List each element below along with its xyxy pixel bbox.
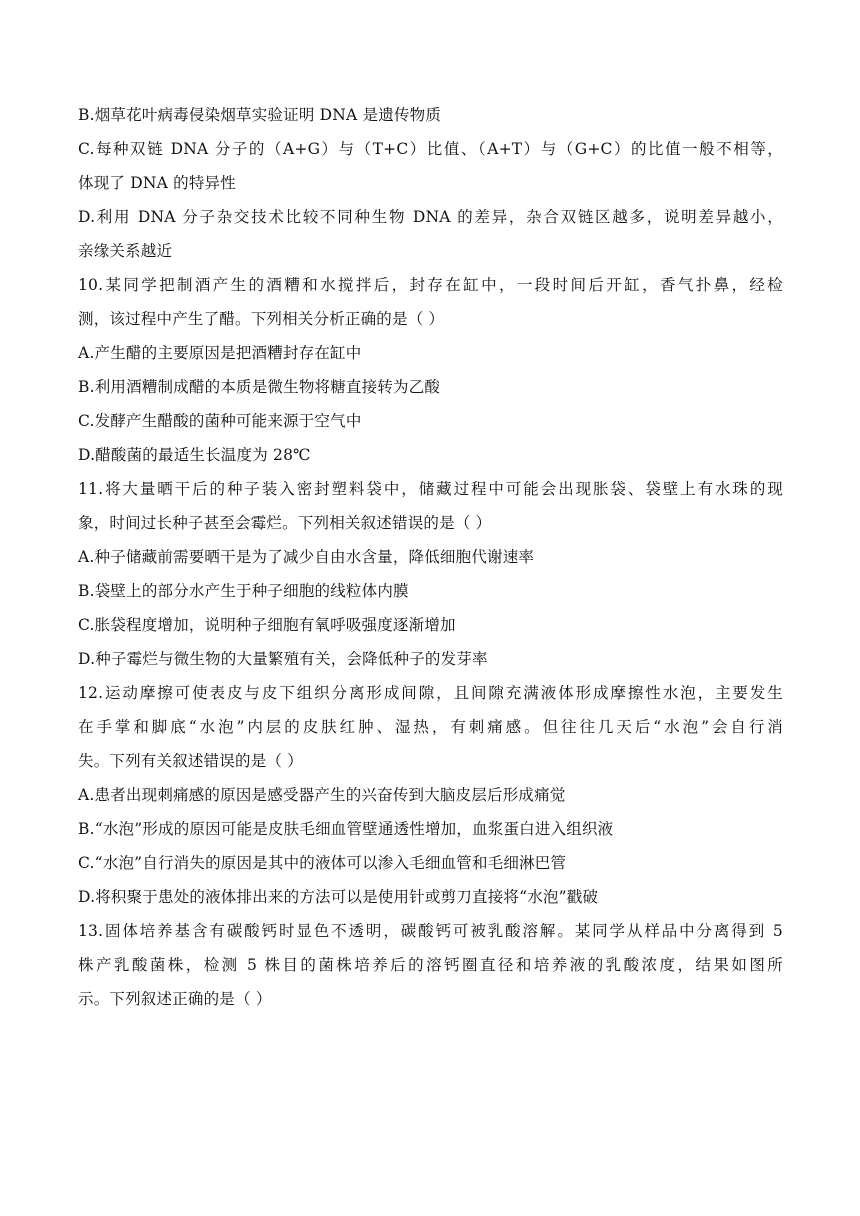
option-c-q10: C.发酵产生醋酸的菌种可能来源于空气中 bbox=[78, 412, 362, 430]
option-c-q11: C.胀袋程度增加，说明种子细胞有氧呼吸强度逐渐增加 bbox=[78, 616, 456, 634]
question-13-stem-line3: 示。下列叙述正确的是（ ） bbox=[78, 990, 272, 1008]
question-10-stem-line1: 10.某同学把制酒产生的酒糟和水搅拌后，封存在缸中，一段时间后开缸，香气扑鼻，经检 bbox=[78, 276, 783, 294]
option-b-q11: B.袋壁上的部分水产生于种子细胞的线粒体内膜 bbox=[78, 582, 409, 600]
option-a-q10: A.产生醋的主要原因是把酒糟封存在缸中 bbox=[78, 344, 362, 362]
option-b-q10: B.利用酒糟制成醋的本质是微生物将糖直接转为乙酸 bbox=[78, 378, 441, 396]
question-12-stem-line1: 12.运动摩擦可使表皮与皮下组织分离形成间隙，且间隙充满液体形成摩擦性水泡，主要发生 bbox=[78, 684, 783, 702]
question-12-stem-line3: 失。下列有关叙述错误的是（ ） bbox=[78, 752, 303, 770]
question-11-stem-line1: 11.将大量晒干后的种子装入密封塑料袋中，储藏过程中可能会出现胀袋、袋壁上有水珠的现 bbox=[78, 480, 783, 498]
option-a-q12: A.患者出现刺痛感的原因是感受器产生的兴奋传到大脑皮层后形成痛觉 bbox=[78, 786, 566, 804]
option-c-q9-line2: 体现了 DNA 的特异性 bbox=[78, 174, 236, 192]
option-d-q9-line2: 亲缘关系越近 bbox=[78, 242, 173, 260]
question-13-stem-line1: 13.固体培养基含有碳酸钙时显色不透明，碳酸钙可被乳酸溶解。某同学从样品中分离得到 5 bbox=[78, 922, 783, 940]
option-a-q11: A.种子储藏前需要晒干是为了减少自由水含量，降低细胞代谢速率 bbox=[78, 548, 535, 566]
option-d-q11: D.种子霉烂与微生物的大量繁殖有关，会降低种子的发芽率 bbox=[78, 650, 488, 668]
option-b-q9: B.烟草花叶病毒侵染烟草实验证明 DNA 是遗传物质 bbox=[78, 106, 442, 124]
question-13-stem-line2: 株产乳酸菌株，检测 5 株目的菌株培养后的溶钙圈直径和培养液的乳酸浓度，结果如图所 bbox=[78, 956, 783, 974]
option-d-q9-line1: D.利用 DNA 分子杂交技术比较不同种生物 DNA 的差异，杂合双链区越多，说明差异越小， bbox=[78, 208, 783, 226]
question-11-stem-line2: 象，时间过长种子甚至会霉烂。下列相关叙述错误的是（ ） bbox=[78, 514, 492, 532]
option-d-q10: D.醋酸菌的最适生长温度为 28℃ bbox=[78, 446, 311, 464]
option-d-q12: D.将积聚于患处的液体排出来的方法可以是使用针或剪刀直接将“水泡”戳破 bbox=[78, 888, 599, 906]
question-12-stem-line2: 在手掌和脚底“水泡”内层的皮肤红肿、湿热，有刺痛感。但往往几天后“水泡”会自行消 bbox=[78, 718, 783, 736]
question-10-stem-line2: 测，该过程中产生了醋。下列相关分析正确的是（ ） bbox=[78, 310, 445, 328]
question-text-block bbox=[78, 101, 783, 1019]
option-c-q12: C.“水泡”自行消失的原因是其中的液体可以渗入毛细血管和毛细淋巴管 bbox=[78, 854, 567, 872]
option-c-q9-line1: C.每种双链 DNA 分子的（A+G）与（T+C）比值、（A+T）与（G+C）的比值一般不相等， bbox=[78, 140, 783, 158]
option-b-q12: B.“水泡”形成的原因可能是皮肤毛细血管壁通透性增加，血浆蛋白进入组织液 bbox=[78, 820, 614, 838]
